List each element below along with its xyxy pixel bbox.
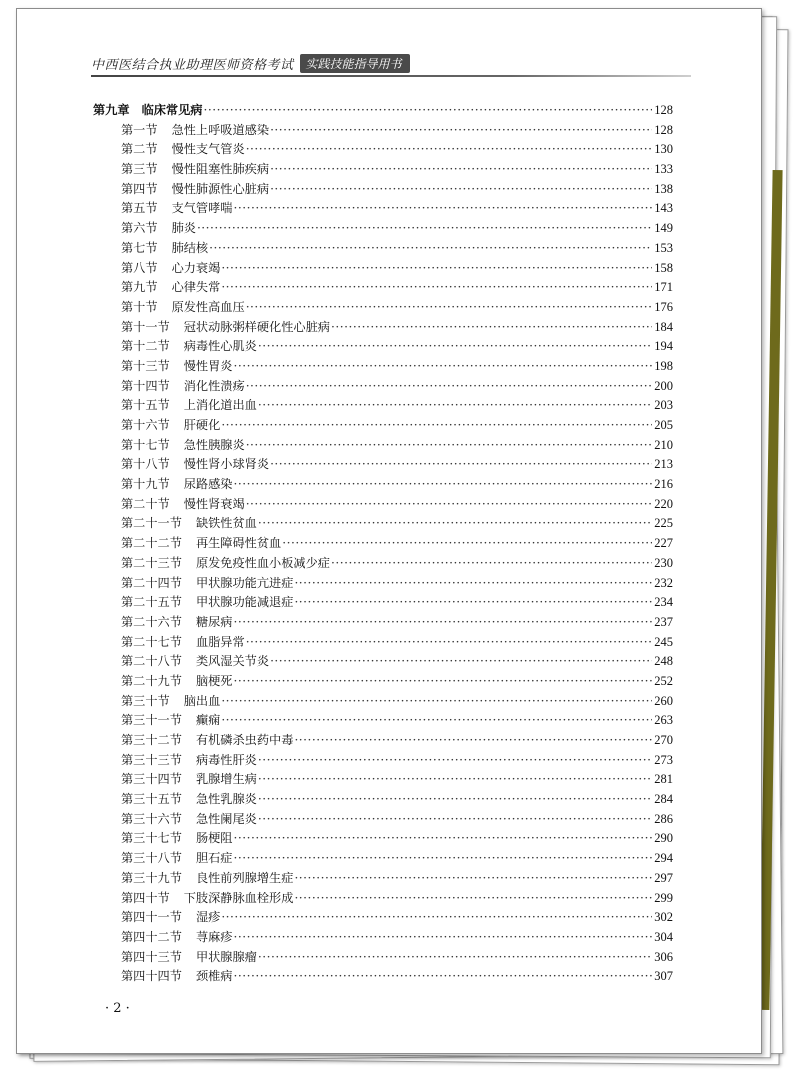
section-number: 第二十一节 — [121, 516, 182, 531]
dot-leader — [209, 241, 652, 255]
section-page: 284 — [654, 792, 673, 807]
dot-leader — [221, 694, 652, 708]
section-number: 第四十四节 — [121, 969, 182, 984]
section-page: 158 — [654, 260, 673, 275]
section-number: 第三十一节 — [121, 713, 182, 728]
section-page: 171 — [654, 280, 673, 295]
section-page: 198 — [654, 358, 673, 373]
section-page: 194 — [654, 339, 673, 354]
toc-section-entry[interactable] — [93, 672, 673, 692]
section-title: 急性胰腺炎 — [183, 437, 245, 452]
section-title: 尿路感染 — [183, 477, 233, 492]
section-page: 286 — [654, 811, 673, 826]
section-title: 原发性高血压 — [171, 299, 245, 314]
toc-section-entry[interactable] — [93, 574, 673, 594]
section-number: 第一节 — [121, 122, 158, 137]
dot-leader — [331, 320, 652, 334]
section-page: 133 — [654, 162, 673, 177]
header-badge: 实践技能指导用书 — [300, 54, 410, 73]
dot-leader — [270, 123, 652, 137]
dot-leader — [204, 103, 653, 117]
toc-section-entry[interactable] — [93, 534, 673, 554]
section-title: 胆石症 — [195, 851, 233, 866]
dot-leader — [246, 379, 653, 393]
section-title: 心律失常 — [171, 280, 221, 295]
toc-section-entry[interactable] — [93, 928, 673, 948]
section-page: 297 — [654, 870, 673, 885]
section-page: 128 — [654, 122, 673, 137]
section-title: 缺铁性贫血 — [195, 516, 257, 531]
toc-section-entry[interactable] — [93, 711, 673, 731]
section-title: 癫痫 — [195, 713, 221, 728]
section-page: 302 — [654, 910, 673, 925]
dot-leader — [234, 969, 653, 983]
section-title: 心力衰竭 — [171, 260, 221, 275]
dot-leader — [234, 831, 653, 845]
dot-leader — [246, 635, 653, 649]
dot-leader — [221, 713, 652, 727]
dot-leader — [246, 438, 653, 452]
dot-leader — [270, 162, 652, 176]
section-number: 第三十九节 — [121, 870, 182, 885]
dot-leader — [234, 851, 653, 865]
dot-leader — [246, 497, 653, 511]
section-page: 210 — [654, 437, 673, 452]
section-page: 248 — [654, 654, 673, 669]
toc-section-entry[interactable] — [93, 849, 673, 869]
section-number: 第四节 — [121, 181, 158, 196]
toc-section-entry[interactable] — [93, 337, 673, 357]
section-page: 143 — [654, 201, 673, 216]
toc-section-entry[interactable] — [93, 436, 673, 456]
section-page: 213 — [654, 457, 673, 472]
section-number: 第二十三节 — [121, 555, 182, 570]
toc-section-entry[interactable] — [93, 810, 673, 830]
toc-section-entry[interactable] — [93, 219, 673, 239]
section-number: 第三十五节 — [121, 792, 182, 807]
dot-leader — [331, 556, 652, 570]
section-page: 220 — [654, 496, 673, 511]
section-number: 第二十九节 — [121, 673, 182, 688]
dot-leader — [294, 871, 652, 885]
dot-leader — [294, 576, 652, 590]
section-number: 第三十七节 — [121, 831, 182, 846]
toc-section-entry[interactable] — [93, 318, 673, 338]
section-page: 230 — [654, 555, 673, 570]
section-number: 第二十四节 — [121, 575, 182, 590]
section-title: 肝硬化 — [183, 418, 221, 432]
section-title: 上消化道出血 — [183, 398, 257, 413]
chapter-number: 第九章 — [93, 103, 130, 117]
section-title: 有机磷杀虫药中毒 — [195, 733, 294, 747]
toc-section-entry[interactable] — [93, 770, 673, 790]
section-title: 冠状动脉粥样硬化性心脏病 — [183, 319, 330, 334]
section-title: 慢性阻塞性肺疾病 — [171, 162, 270, 177]
dot-leader — [258, 516, 652, 530]
section-number: 第十节 — [121, 299, 158, 314]
dot-leader — [270, 654, 652, 668]
dot-leader — [246, 142, 653, 156]
toc-section-entry[interactable] — [93, 514, 673, 534]
section-number: 第五节 — [121, 201, 158, 216]
section-page: 245 — [654, 634, 673, 649]
toc-section-entry[interactable] — [93, 652, 673, 672]
dot-leader — [258, 339, 652, 353]
section-page: 237 — [654, 614, 673, 629]
section-page: 232 — [654, 575, 673, 590]
section-number: 第六节 — [121, 221, 158, 236]
section-title: 慢性肺源性心脏病 — [171, 181, 270, 196]
dot-leader — [258, 950, 652, 964]
section-page: 299 — [654, 890, 673, 905]
section-page: 294 — [654, 851, 673, 866]
section-number: 第四十二节 — [121, 929, 182, 944]
section-page: 234 — [654, 595, 673, 610]
section-title: 乳腺增生病 — [195, 772, 257, 787]
section-number: 第三节 — [121, 162, 158, 177]
toc-section-entry[interactable] — [93, 967, 673, 987]
document-page — [16, 8, 762, 1054]
section-number: 第三十节 — [121, 693, 170, 708]
section-page: 290 — [654, 831, 673, 846]
toc-section-entry[interactable] — [93, 239, 673, 259]
page-number: · 2 · — [105, 1001, 130, 1016]
dot-leader — [246, 300, 653, 314]
toc-chapter-entry[interactable] — [93, 101, 673, 121]
toc-section-entry[interactable] — [93, 908, 673, 928]
section-page: 216 — [654, 477, 673, 492]
section-title: 病毒性心肌炎 — [183, 339, 257, 354]
section-title: 肺结核 — [171, 240, 209, 255]
section-title: 类风湿关节炎 — [195, 654, 270, 669]
dot-leader — [258, 792, 652, 806]
section-title: 急性上呼吸道感染 — [171, 122, 270, 137]
section-page: 281 — [654, 772, 673, 787]
section-page: 176 — [654, 299, 673, 314]
section-title: 下肢深静脉血栓形成 — [183, 890, 294, 905]
section-number: 第三十三节 — [121, 752, 182, 767]
toc-section-entry[interactable] — [93, 416, 673, 436]
toc-section-entry[interactable] — [93, 751, 673, 771]
section-title: 颈椎病 — [195, 969, 233, 984]
dot-leader — [294, 733, 652, 747]
toc-section-entry[interactable] — [93, 829, 673, 849]
dot-leader — [258, 753, 652, 767]
toc-section-entry[interactable] — [93, 259, 673, 279]
dot-leader — [234, 615, 653, 629]
section-title: 湿疹 — [195, 910, 221, 925]
toc-section-entry[interactable] — [93, 357, 673, 377]
section-page: 304 — [654, 929, 673, 944]
toc-section-entry[interactable] — [93, 180, 673, 200]
toc-section-entry[interactable] — [93, 377, 673, 397]
toc-section-entry[interactable] — [93, 613, 673, 633]
table-of-contents — [93, 101, 673, 987]
section-page: 260 — [654, 693, 673, 708]
section-page: 130 — [654, 142, 673, 157]
section-page: 252 — [654, 673, 673, 688]
toc-section-entry[interactable] — [93, 889, 673, 909]
toc-section-entry[interactable] — [93, 455, 673, 475]
toc-section-entry[interactable] — [93, 475, 673, 495]
section-number: 第十三节 — [121, 358, 170, 373]
dot-leader — [294, 595, 652, 609]
section-page: 184 — [654, 319, 673, 334]
dot-leader — [258, 398, 652, 412]
toc-section-entry[interactable] — [93, 160, 673, 180]
toc-section-entry[interactable] — [93, 298, 673, 318]
section-number: 第十六节 — [121, 418, 170, 432]
section-number: 第二十七节 — [121, 634, 182, 649]
section-number: 第四十节 — [121, 890, 170, 905]
toc-section-entry[interactable] — [93, 199, 673, 219]
dot-leader — [221, 910, 652, 924]
section-number: 第二十二节 — [121, 536, 182, 551]
section-title: 糖尿病 — [195, 614, 233, 629]
section-title: 慢性胃炎 — [183, 358, 233, 373]
section-title: 病毒性肝炎 — [195, 752, 257, 767]
section-number: 第十四节 — [121, 378, 170, 393]
section-title: 原发免疫性血小板减少症 — [195, 555, 330, 570]
section-title: 血脂异常 — [195, 634, 245, 649]
header-title: 中西医结合执业助理医师资格考试 — [91, 57, 294, 73]
toc-section-entry[interactable] — [93, 593, 673, 613]
running-header — [91, 53, 410, 73]
dot-leader — [234, 930, 653, 944]
dot-leader — [294, 891, 652, 905]
section-title: 脑出血 — [183, 693, 221, 708]
section-page: 203 — [654, 398, 673, 413]
section-page: 153 — [654, 240, 673, 255]
section-number: 第二十节 — [121, 496, 170, 511]
dot-leader — [221, 261, 652, 275]
section-number: 第四十三节 — [121, 949, 182, 964]
section-number: 第八节 — [121, 260, 158, 275]
section-page: 227 — [654, 536, 673, 551]
section-title: 甲状腺腺瘤 — [195, 949, 257, 964]
section-number: 第十五节 — [121, 398, 170, 413]
toc-section-entry[interactable] — [93, 121, 673, 141]
section-page: 138 — [654, 181, 673, 196]
section-title: 肠梗阻 — [195, 831, 233, 846]
section-number: 第十七节 — [121, 437, 170, 452]
dot-leader — [221, 280, 652, 294]
dot-leader — [258, 772, 652, 786]
dot-leader — [234, 674, 653, 688]
section-title: 慢性肾衰竭 — [183, 496, 245, 511]
section-title: 良性前列腺增生症 — [195, 870, 294, 885]
toc-section-entry[interactable] — [93, 790, 673, 810]
dot-leader — [282, 536, 652, 550]
toc-section-entry[interactable] — [93, 278, 673, 298]
section-page: 270 — [654, 733, 673, 747]
section-number: 第三十八节 — [121, 851, 182, 866]
section-page: 225 — [654, 516, 673, 531]
section-title: 支气管哮喘 — [171, 201, 233, 216]
dot-leader — [258, 812, 652, 826]
dot-leader — [234, 201, 653, 215]
section-number: 第二十六节 — [121, 614, 182, 629]
section-number: 第二十五节 — [121, 595, 182, 610]
dot-leader — [221, 418, 652, 432]
dot-leader — [234, 359, 653, 373]
section-page: 273 — [654, 752, 673, 767]
section-title: 脑梗死 — [195, 673, 233, 688]
chapter-title: 临床常见病 — [141, 103, 203, 117]
toc-section-entry[interactable] — [93, 554, 673, 574]
toc-section-entry[interactable] — [93, 869, 673, 889]
section-number: 第九节 — [121, 280, 158, 295]
section-title: 再生障碍性贫血 — [195, 536, 282, 551]
toc-section-entry[interactable] — [93, 495, 673, 515]
section-number: 第十八节 — [121, 457, 170, 472]
section-number: 第四十一节 — [121, 910, 182, 925]
section-number: 第三十四节 — [121, 772, 182, 787]
section-title: 消化性溃疡 — [183, 378, 245, 393]
section-page: 307 — [654, 969, 673, 984]
section-title: 急性乳腺炎 — [195, 792, 257, 807]
toc-section-entry[interactable] — [93, 731, 673, 751]
section-title: 荨麻疹 — [195, 929, 233, 944]
section-number: 第七节 — [121, 240, 158, 255]
section-number: 第二十八节 — [121, 654, 182, 669]
dot-leader — [234, 477, 653, 491]
chapter-page: 128 — [654, 103, 673, 117]
section-number: 第三十二节 — [121, 733, 182, 747]
section-title: 急性阑尾炎 — [195, 811, 257, 826]
toc-section-entry[interactable] — [93, 692, 673, 712]
dot-leader — [197, 221, 652, 235]
section-page: 306 — [654, 949, 673, 964]
section-title: 甲状腺功能减退症 — [195, 595, 294, 610]
section-number: 第十一节 — [121, 319, 170, 334]
section-title: 慢性支气管炎 — [171, 142, 245, 157]
section-page: 263 — [654, 713, 673, 728]
toc-section-entry[interactable] — [93, 396, 673, 416]
dot-leader — [270, 182, 652, 196]
section-page: 205 — [654, 418, 673, 432]
header-rule — [91, 75, 691, 77]
toc-section-entry[interactable] — [93, 633, 673, 653]
section-number: 第三十六节 — [121, 811, 182, 826]
section-page: 200 — [654, 378, 673, 393]
section-number: 第十二节 — [121, 339, 170, 354]
section-number: 第十九节 — [121, 477, 170, 492]
section-title: 肺炎 — [171, 221, 196, 236]
toc-section-entry[interactable] — [93, 140, 673, 160]
toc-section-entry[interactable] — [93, 948, 673, 968]
section-page: 149 — [654, 221, 673, 236]
section-title: 甲状腺功能亢进症 — [195, 575, 294, 590]
dot-leader — [270, 457, 652, 471]
section-number: 第二节 — [121, 142, 158, 157]
section-title: 慢性肾小球肾炎 — [183, 457, 270, 472]
